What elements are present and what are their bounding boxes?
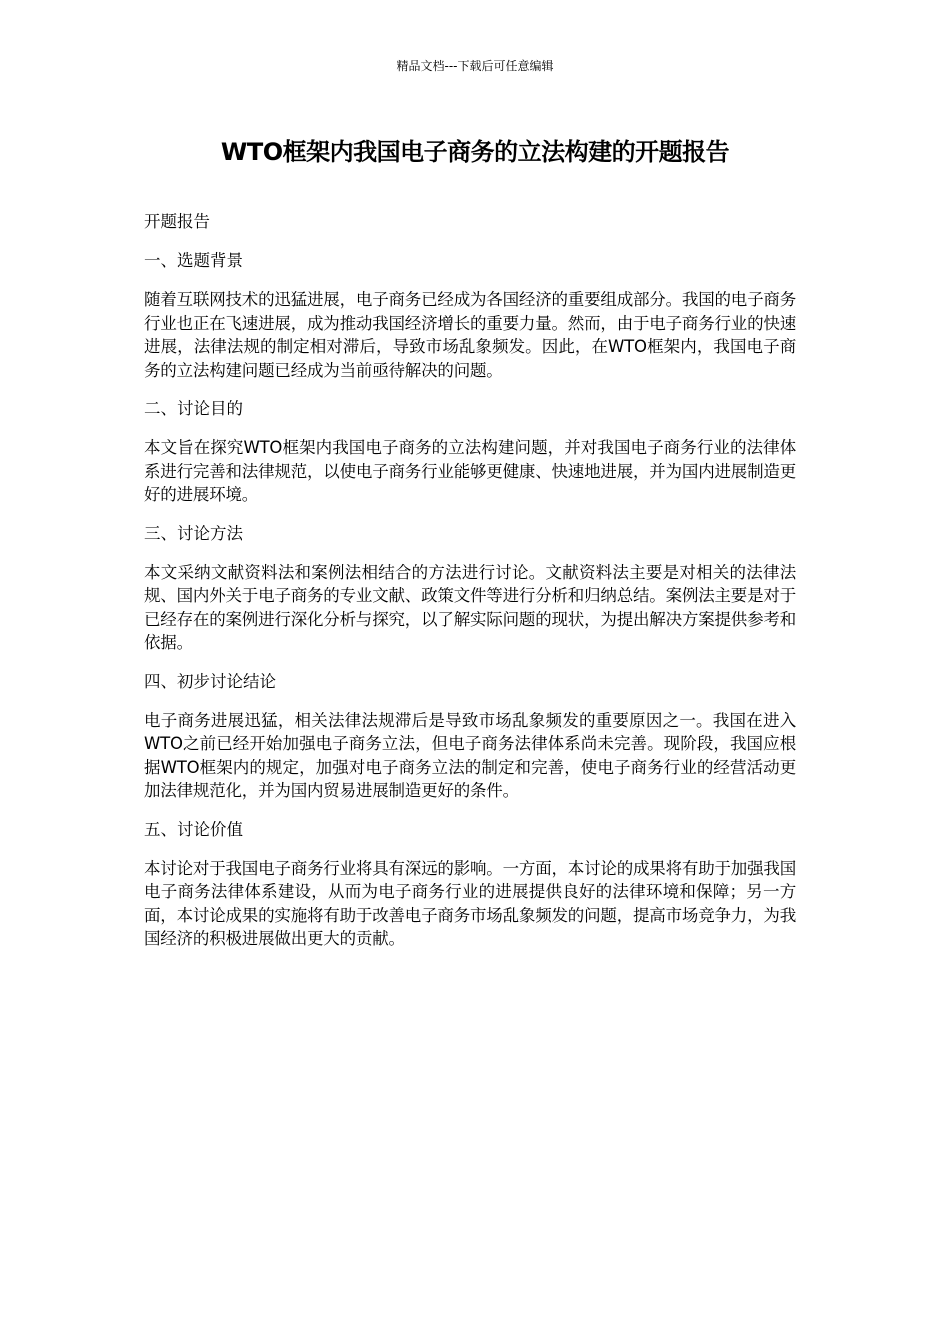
section-body-background: 随着互联网技术的迅猛进展，电子商务已经成为各国经济的重要组成部分。我国的电子商务行业也正在飞速进展，成为推动我国经济增长的重要力量。然而，由于电子商务行业的快速进展，法律法规的制定相对滞后，导致市场乱象频发。因此，在WTO框架内，我国电子商务的立法构建问题已经成为当前亟待解决的问题。 (144, 290, 797, 380)
section-heading-method: 三、讨论方法 (144, 523, 243, 543)
section-heading-value: 五、讨论价值 (144, 819, 243, 839)
section-body-purpose: 本文旨在探究WTO框架内我国电子商务的立法构建问题，并对我国电子商务行业的法律体系进行完善和法律规范，以使电子商务行业能够更健康、快速地进展，并为国内进展制造更好的进展环境。 (144, 438, 797, 504)
section-body-method: 本文采纳文献资料法和案例法相结合的方法进行讨论。文献资料法主要是对相关的法律法规、国内外关于电子商务的专业文献、政策文件等进行分析和归纳总结。案例法主要是对于已经存在的案例进行深化分析与探究，以了解实际问题的现状，为提出解决方案提供参考和依据。 (144, 562, 797, 652)
section-body-conclusion: 电子商务进展迅猛，相关法律法规滞后是导致市场乱象频发的重要原因之一。我国在进入WTO之前已经开始加强电子商务立法，但电子商务法律体系尚未完善。现阶段，我国应根据WTO框架内的规定，加强对电子商务立法的制定和完善，使电子商务行业的经营活动更加法律规范化，并为国内贸易进展制造更好的条件。 (144, 710, 796, 800)
section-heading-background: 一、选题背景 (144, 251, 243, 270)
section-heading-purpose: 二、讨论目的 (144, 399, 243, 418)
page-header: 精品文档---下载后可任意编辑 (396, 59, 554, 73)
document-body (144, 210, 796, 966)
document-title: WTO框架内我国电子商务的立法构建的开题报告 (220, 138, 730, 166)
report-label: 开题报告 (144, 212, 210, 231)
section-body-value: 本讨论对于我国电子商务行业将具有深远的影响。一方面，本讨论的成果将有助于加强我国电子商务法律体系建设，从而为电子商务行业的进展提供良好的法律环境和保障；另一方面，本讨论成果的实施将有助于改善电子商务市场乱象频发的问题，提高市场竞争力，为我国经济的积极进展做出更大的贡献。 (144, 858, 797, 948)
section-heading-conclusion: 四、初步讨论结论 (144, 671, 276, 691)
